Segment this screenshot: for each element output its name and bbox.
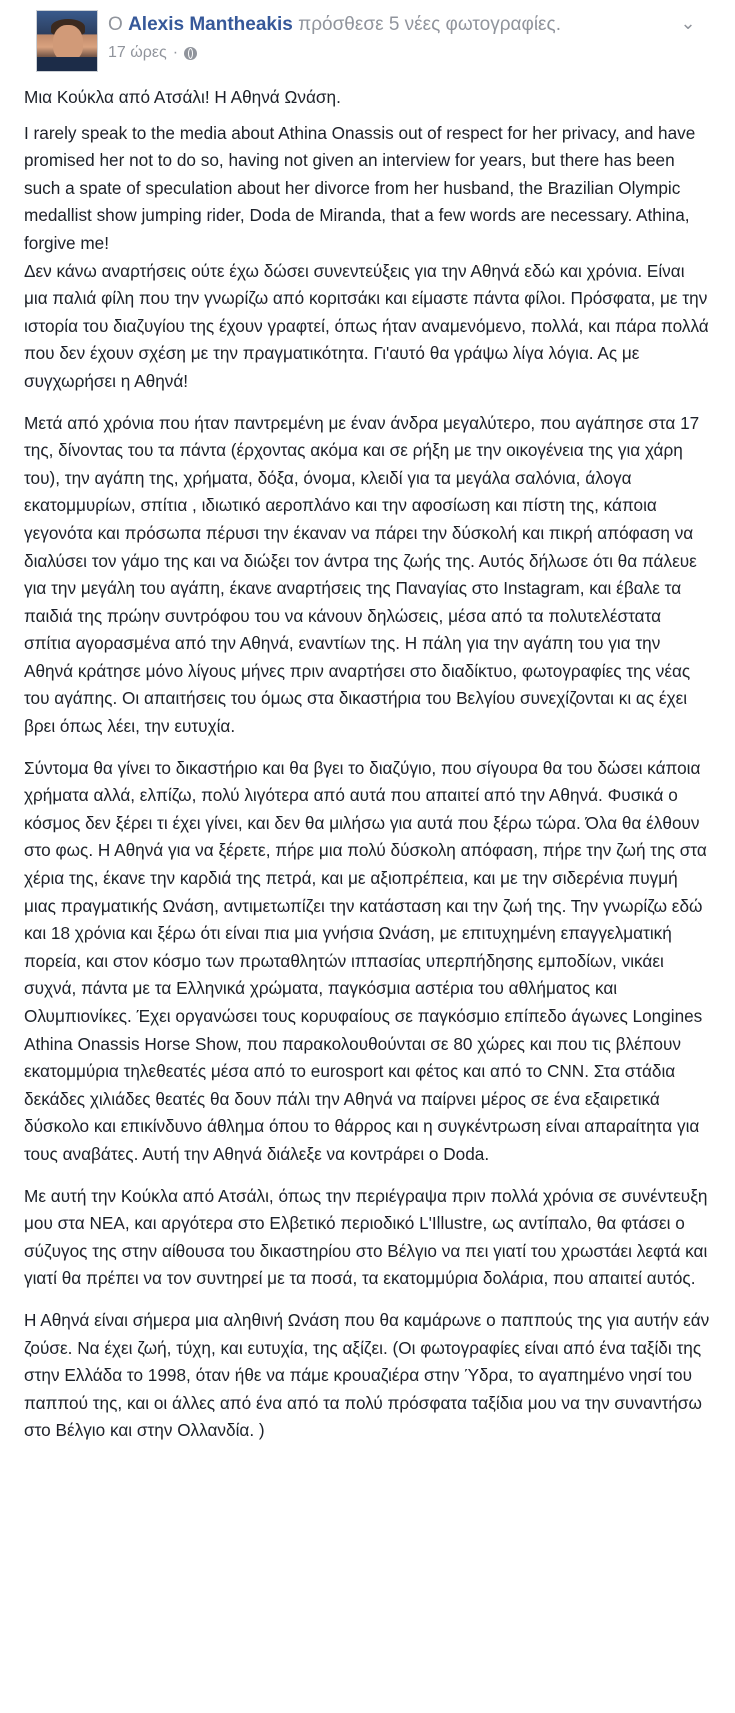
post-paragraph: Σύντομα θα γίνει το δικαστήριο και θα βγει το διαζύγιο, που σίγουρα θα του δώσει κάποια χρήματα αλλά, ελπίζω, πολύ λιγότερα από αυτά που απαιτεί από την Αθηνά. Φυσικά ο κόσμος δεν ξέρει τι έχει γίνει, και δεν θα μιλήσω για αυτά που ξέρω τώρα. Όλα θα έλθουν στο φως. Η Αθηνά για να ξέρετε, πήρε μια πολύ δύσκολη απόφαση, πήρε την ζωή της στα χέρια της, έκανε την καρδιά της πετρά, και με αξιοπρέπεια, και με την σιδερένια πυγμή μιας πραγματικής Ωνάση, αντιμετωπίζει την κατάσταση και την ζωή της. Την γνωρίζω εδώ και 18 χρόνια και ξέρω ότι είναι πια μια γνήσια Ωνάση, με επιτυχημένη επαγγελματική πορεία, και στον κόσμο των πρωταθλητών ιππασίας υπερπήδησης εμποδίων, νικάει συχνά, πάντα με τα Ελληνικά χρώματα, παγκόσμια αστέρια του αθλήματος και Ολυμπιονίκες. Έχει οργανώσει τους κορυφαίους σε παγκόσμιο επίπεδο άγωνες Longines Athina Onassis Horse Show, που παρακολουθούνται σε 80 χώρες και που τις βλέπουν εκατομμύρια τηλεθεατές μέσα από το eurosport και φέτος και από το CNN. Στα στάδια δεκάδες χιλιάδες θεατές θα δουν πάλι την Αθηνά να παίρνει μέρος σε ένα εξαιρετικά δύσκολο και επικίνδυνο άθλημα όπου το θάρρος και η συγκέντρωση είναι απαραίτητα για τους αναβάτες. Αυτή την Αθηνά διάλεξε να κοντράρει ο Doda. <box>24 757 707 1164</box>
post-body <box>24 84 712 1459</box>
meta-separator: · <box>172 44 179 61</box>
post-paragraph: Με αυτή την Κούκλα από Ατσάλι, όπως την περιέγραψα πριν πολλά χρόνια σε συνέντευξη μου στα ΝΕΑ, και αργότερα στο Ελβετικό περιοδικό L'Illustre, ως αντίπαλο, θα φτάσει ο σύζυγος της στην αίθουσα του δικαστηρίου στο Βέλγιο να πει γιατί του χρωστάει λεφτά και γιατί θα πρέπει να τον συντηρεί με τα ποσά, τα εκατομμύρια δολάρια, που απαιτεί αυτός. <box>24 1185 708 1289</box>
post-paragraph: Μετά από χρόνια που ήταν παντρεμένη με έναν άνδρα μεγαλύτερο, που αγάπησε στα 17 της, δίνοντας του τα πάντα (έρχοντας ακόμα και σε ρήξη με την οικογένεια της για χάρη του), την αγάπη της, χρήματα, δόξα, όνομα, κλειδί για τα μεγάλα σαλόνια, άλογα εκατομμυρίων, σπίτια , ιδιωτικό αεροπλάνο και την αφοσίωση και πίστη της, κάποια γεγονότα και πρόσωπα πέρυσι την έκαναν να πάρει την δύσκολή και πικρή απόφαση να διαλύσει τον γάμο της και να διώξει τον άντρα της ζωής της. Αυτός δήλωσε ότι θα πάλευε για την μεγάλη του αγάπη, έκανε αναρτήσεις της Παναγίας στο Instagram, και έβαλε τα παιδιά της πρώην συντρόφου του να κάνουν δηλώσεις, μέσα από τα πολυτελέστατα σπίτια αγορασμένα από την Αθηνά, εναντίων της. Η πάλη για την αγάπη του για την Αθηνά κράτησε μόνο λίγους μήνες πριν αναρτήσει στο διαδίκτυο, φωτογραφίες της νέας του αγάπης. Οι απαιτήσεις του όμως στα δικαστήρια του Βελγίου συνεχίζονται κι ας έχει βρει όπως λέει, την ευτυχία. <box>24 412 700 737</box>
post-headline <box>108 14 561 36</box>
post-meta <box>108 44 197 62</box>
name-prefix: O <box>108 14 123 35</box>
post-paragraph: Μια Κούκλα από Ατσάλι! Η Αθηνά Ωνάση. <box>24 87 341 107</box>
post-paragraph: I rarely speak to the media about Athina Onassis out of respect for her privacy, and have promised her not to do so, having not given an interview for years, but there has been such a spate of speculation about her divorce from her husband, the Brazilian Olympic medallist show jumping rider, Doda de Miranda, that a few words are necessary. Athina, forgive me! Δεν κάνω αναρτήσεις ούτε έχω δώσει συνεντεύξεις για την Αθηνά εδώ και χρόνια. Είναι μια παλιά φίλη που την γνωρίζω από κοριτσάκι και είμαστε πάντα φίλοι. Πρόσφατα, με την ιστορία του διαζυγίου της έχουν γραφτεί, όπως ήταν αναμενόμενο, πολλά, και πάρα πολλά που δεν έχουν σχέση με την πραγματικότητα. Γι'αυτό θα γράψω λίγα λόγια. Ας με συγχωρήσει η Αθηνά! <box>24 122 709 391</box>
chevron-down-icon[interactable]: ⌄ <box>680 13 696 33</box>
post-header <box>24 0 713 80</box>
post-timestamp[interactable]: 17 ώρες <box>108 44 167 61</box>
post-paragraph: Η Αθηνά είναι σήμερα μια αληθινή Ωνάση που θα καμάρωνε ο παππούς της για αυτήν εάν ζούσε. Να έχει ζωή, τύχη, και ευτυχία, της αξίζει. (Οι φωτογραφίες είναι από ένα ταξίδι της στην Ελλάδα το 1998, όταν ήθε να πάμε κρουαζιέρα στην Ύδρα, το αγαπημένο νησί του παππού της, και οι άλλες από ένα από τα πολύ πρόσφατα ταξίδια μου να την συναντήσω στο Βέλγιο και στην Ολλανδία. ) <box>24 1309 710 1441</box>
author-name-link[interactable]: Alexis Mantheakis <box>128 14 293 35</box>
globe-icon[interactable] <box>184 47 197 60</box>
post-action-text: πρόσθεσε 5 νέες φωτογραφίες. <box>298 14 561 35</box>
avatar[interactable] <box>36 10 98 72</box>
